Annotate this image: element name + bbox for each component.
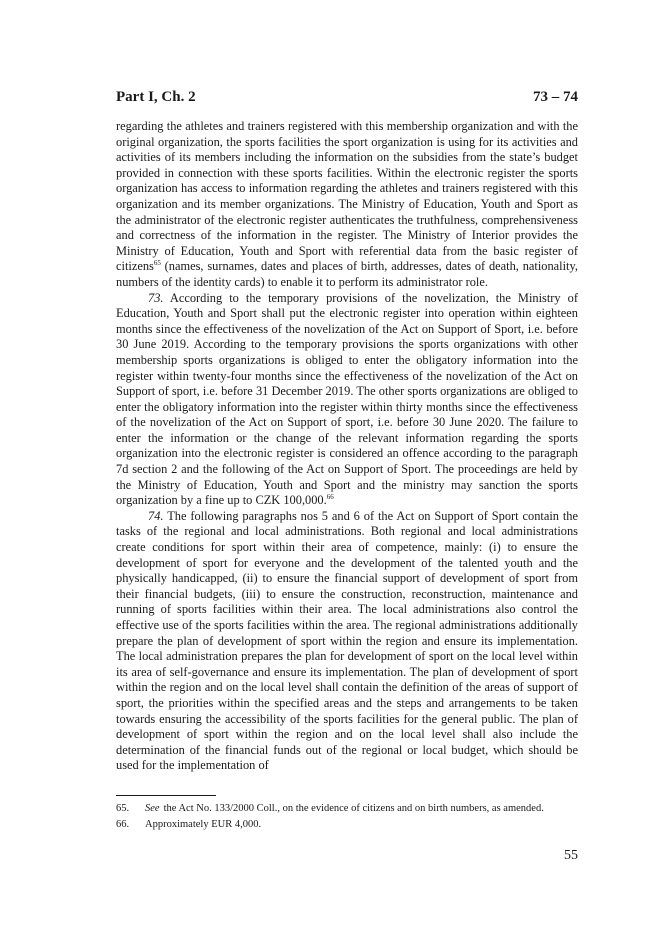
footnote-separator [116,795,216,796]
header-paragraph-range: 73 – 74 [533,89,578,105]
paragraph-text: The following paragraphs nos 5 and 6 of the Act on Support of Sport contain the tasks of the regional and local administrations. Both regional and local administrations create conditions for sport within their area of competence, mainly: (i) to ensure the development of sport for everyone and the development of the talented youth and the physically handicapped, (ii) to ensure the financial support of development of sport from their financial budgets, (iii) to ensure the construction, reconstruction, maintenance and running of sports facilities within their area. The local administrations also control the effective use of the sports facilities within the area. The regional administrations additionally prepare the plan of development of sport within the region and ensure its implementation. The local administration prepares the plan for development of sport on the local level within its area of self-governance and ensure its implementation. The plan of development of sport within the region and on the local level shall contain the definition of the areas of support of sport, the priorities within the specified areas and the steps and arrangements to be taken towards ensuring the accessibility of the sports facilities for the general public. The plan of development of sport within the region and on the local level shall also include the determination of the financial funds out of the regional or local budget, which should be used for the implementation of [116,508,579,773]
footnote-text: Approximately EUR 4,000. [145,819,262,830]
footnote-65 [116,801,578,817]
paragraph-number: 74. [148,508,164,523]
paragraph-number: 73. [148,290,164,305]
header-part-chapter: Part I, Ch. 2 [116,89,196,105]
footnote-66 [116,817,578,833]
page-number: 55 [564,848,578,863]
footnote-ref-65[interactable]: 65 [153,259,161,268]
paragraph-text-after-ref: (names, surnames, dates and places of birth, addresses, dates of death, nationality, numbers of the identity cards) to enable it to perform its administrator role. [116,259,578,289]
footnote-number: 65. [116,803,130,814]
footnotes [116,801,578,833]
paragraph-text: According to the temporary provisions of the novelization, the Ministry of Education, Youth and Sport shall put the electronic register into operation within eighteen months since the effectiveness of the novelization of the Act on Support of Sport, i.e. before 30 June 2019. According to the temporary provisions the sports organizations with other membership sports organizations is obliged to enter the obligatory information into the register within twenty-four months since the effectiveness of the novelization of the Act on Support of sport, i.e. before 31 December 2019. The other sports organizations are obliged to enter the obligatory information into the register within thirty months since the effectiveness of the novelization of the Act on Support of sport, i.e. before 30 June 2020. The failure to enter the information or the change of the relevant information regarding the sports organization into the electronic register is considered an offence according to the paragraph 7d section 2 and the following of the Act on Support of Sport. The proceedings are held by the Ministry of Education, Youth and Sport and the ministry may sanction the sports organization by a fine up to CZK 100,000. [116,290,578,508]
page-body [116,88,578,774]
footnote-number: 66. [116,819,130,830]
paragraph-text: regarding the athletes and trainers registered with this membership organization and with the original organization, the sports facilities the sport organization is using for its activities and activities of its members including the information on the subsidies from the state’s budget provided in connection with these sports facilities. Within the electronic register the sports organization has access to information regarding the athletes and trainers registered with this organization and its member organizations. The Ministry of Education, Youth and Sport as the administrator of the electronic register authenticates the truthfulness, comprehensiveness and correctness of the information in the register. The Ministry of Interior provides the Ministry of Education, Youth and Sport with referential data from the basic register of citizens [116,119,578,274]
paragraph-continuation [116,119,578,291]
main-text [116,119,578,774]
paragraph-73 [116,291,578,509]
footnote-body [145,801,544,817]
footnote-text: the Act No. 133/2000 Coll., on the evidence of citizens and on birth numbers, as amended. [163,803,544,814]
paragraph-74 [116,509,578,774]
footnote-ref-66[interactable]: 66 [326,493,334,502]
running-header [116,88,578,106]
footnote-see: See [145,803,160,814]
